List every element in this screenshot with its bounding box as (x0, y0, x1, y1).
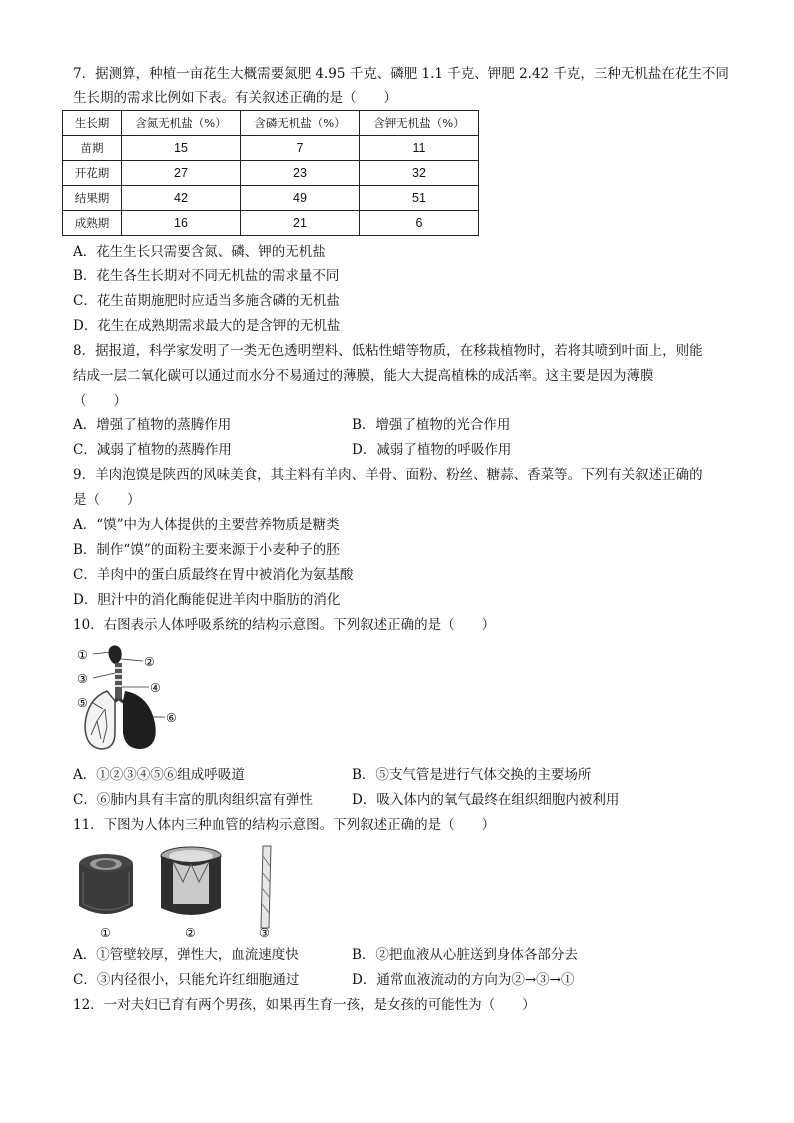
q7-option-b[interactable]: B．花生各生长期对不同无机盐的需求量不同 (73, 268, 340, 284)
q11-option-c[interactable]: C．③内径很小，只能允许红细胞通过 (73, 972, 300, 988)
q11-option-a[interactable]: A．①管壁较厚，弹性大，血流速度快 (73, 947, 299, 963)
q10-option-b[interactable]: B．⑤支气管是进行气体交换的主要场所 (352, 767, 592, 783)
table-cell: 32 (360, 161, 479, 186)
table-cell: 42 (122, 186, 241, 211)
q9-stem-line1: 9．羊肉泡馍是陕西的风味美食，其主料有羊肉、羊骨、面粉、粉丝、糖蒜、香菜等。下列有关叙述正确的 (73, 467, 703, 483)
table-cell: 49 (241, 186, 360, 211)
table-cell: 11 (360, 136, 479, 161)
table-cell: 15 (122, 136, 241, 161)
q8-option-b[interactable]: B．增强了植物的光合作用 (352, 417, 511, 433)
table-header-cell: 含磷无机盐（%） (241, 111, 360, 136)
table-cell: 成熟期 (63, 211, 122, 236)
q9-option-d[interactable]: D．胆汁中的消化酶能促进羊肉中脂肪的消化 (73, 592, 341, 608)
q9-option-c[interactable]: C．羊肉中的蛋白质最终在胃中被消化为氨基酸 (73, 567, 354, 583)
table-cell: 苗期 (63, 136, 122, 161)
respiratory-system-figure (73, 643, 185, 757)
q8-stem-line3: （ ） (73, 393, 127, 409)
q7-option-d[interactable]: D．花生在成熟期需求最大的是含钾的无机盐 (73, 318, 341, 334)
q9-stem-line2: 是（ ） (73, 492, 141, 508)
figure-label-1: ① (77, 648, 88, 662)
q11-option-b[interactable]: B．②把血液从心脏送到身体各部分去 (352, 947, 578, 963)
table-cell: 16 (122, 211, 241, 236)
table-row (63, 161, 479, 186)
table-cell: 21 (241, 211, 360, 236)
vessel-label-1: ① (100, 926, 111, 940)
figure-label-3: ③ (77, 672, 88, 686)
q9-option-b[interactable]: B．制作“馍”的面粉主要来源于小麦种子的胚 (73, 542, 340, 558)
vessel-label-3: ③ (259, 926, 270, 940)
q7-data-table (62, 110, 479, 236)
figure-label-2: ② (144, 655, 155, 669)
q7-stem-line1: 7．据测算，种植一亩花生大概需要氮肥 4.95 千克、磷肥 1.1 千克、钾肥 2.42 千克，三种无机盐在花生不同 (73, 66, 729, 82)
q11-option-d[interactable]: D．通常血液流动的方向为②→③→① (352, 972, 575, 988)
q7-stem-line2: 生长期的需求比例如下表。有关叙述正确的是（ ） (73, 90, 397, 106)
q12-stem: 12．一对夫妇已育有两个男孩，如果再生育一孩，是女孩的可能性为（ ） (73, 997, 536, 1013)
q8-option-d[interactable]: D．减弱了植物的呼吸作用 (352, 442, 512, 458)
figure-label-6: ⑥ (166, 711, 177, 725)
q10-stem: 10．右图表示人体呼吸系统的结构示意图。下列叙述正确的是（ ） (73, 617, 496, 633)
table-cell: 23 (241, 161, 360, 186)
table-cell: 7 (241, 136, 360, 161)
table-header-row (63, 111, 479, 136)
q8-stem-line2: 结成一层二氧化碳可以通过而水分不易通过的薄膜，能大大提高植株的成活率。这主要是因为薄膜 (73, 368, 654, 384)
q7-option-a[interactable]: A．花生生长只需要含氮、磷、钾的无机盐 (73, 244, 326, 260)
table-cell: 结果期 (63, 186, 122, 211)
table-row (63, 136, 479, 161)
q8-option-a[interactable]: A．增强了植物的蒸腾作用 (73, 417, 232, 433)
q8-stem-line1: 8．据报道，科学家发明了一类无色透明塑料、低粘性蜡等物质，在移栽植物时，若将其喷到叶面上，则能 (73, 343, 703, 359)
table-header-cell: 含氮无机盐（%） (122, 111, 241, 136)
q8-option-c[interactable]: C．减弱了植物的蒸腾作用 (73, 442, 232, 458)
vessel-label-2: ② (185, 926, 196, 940)
table-cell: 6 (360, 211, 479, 236)
q10-option-c[interactable]: C．⑥肺内具有丰富的肌肉组织富有弹性 (73, 792, 313, 808)
table-row (63, 186, 479, 211)
q11-stem: 11．下图为人体内三种血管的结构示意图。下列叙述正确的是（ ） (73, 817, 496, 833)
figure-label-5: ⑤ (77, 696, 88, 710)
table-header-cell: 生长期 (63, 111, 122, 136)
blood-vessels-figure (73, 842, 293, 940)
q7-option-c[interactable]: C．花生苗期施肥时应适当多施含磷的无机盐 (73, 293, 340, 309)
table-cell: 51 (360, 186, 479, 211)
table-cell: 开花期 (63, 161, 122, 186)
q9-option-a[interactable]: A．“馍”中为人体提供的主要营养物质是糖类 (73, 517, 340, 533)
table-row (63, 211, 479, 236)
q10-option-d[interactable]: D．吸入体内的氧气最终在组织细胞内被利用 (352, 792, 620, 808)
q10-option-a[interactable]: A．①②③④⑤⑥组成呼吸道 (73, 767, 245, 783)
table-cell: 27 (122, 161, 241, 186)
table-header-cell: 含钾无机盐（%） (360, 111, 479, 136)
figure-label-4: ④ (150, 681, 161, 695)
